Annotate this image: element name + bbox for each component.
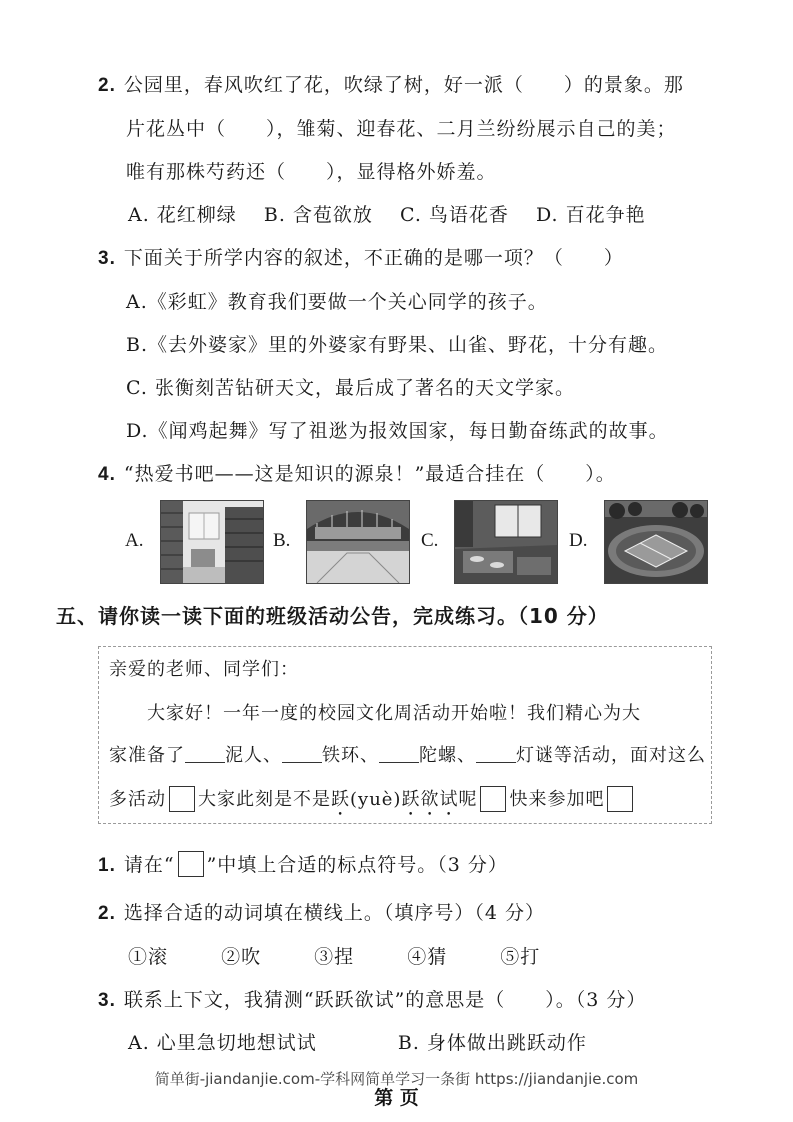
q4-label-c: C. [421,530,439,551]
q4-image-canteen[interactable] [454,500,558,584]
notice-p3-g: 快来参加吧 [509,789,605,810]
notice-p2-d: 陀螺、 [419,745,476,766]
q2-option-c[interactable]: C. 鸟语花香 [399,204,509,226]
s5q1-box-icon [178,851,204,877]
q2-line2: 片花丛中（ ），雏菊、迎春花、二月兰纷纷展示自己的美； [126,118,677,140]
punct-box-2[interactable] [480,786,506,812]
q3-option-c[interactable]: C. 张衡刻苦钻研天文，最后成了著名的天文学家。 [126,377,575,399]
notice-p3-dotted-char: 跃 [331,789,350,810]
q2-line3: 唯有那株芍药还（ ），显得格外娇羞。 [126,161,497,183]
q3-stem [98,243,624,270]
q2-options [128,200,666,227]
punct-box-3[interactable] [607,786,633,812]
q3-option-d[interactable]: D.《闻鸡起舞》写了祖逖为报效国家，每日勤奋练武的故事。 [126,420,669,442]
q2-option-b[interactable]: B. 含苞欲放 [263,204,373,226]
s5q2-option-2[interactable]: ②吹 [221,946,262,968]
s5q2-option-3[interactable]: ③捏 [314,946,355,968]
q4-stem [98,459,616,486]
notice-box [98,646,712,824]
section5-title: 五、请你读一读下面的班级活动公告，完成练习。（10 分） [56,604,609,628]
s5q3-option-b[interactable]: B. 身体做出跳跃动作 [397,1032,587,1054]
q2-option-a[interactable]: A. 花红柳绿 [128,204,237,226]
q4-image-library[interactable] [160,500,264,584]
notice-p2-a: 家准备了 [109,745,185,766]
q4-text: “热爱书吧——这是知识的源泉！”最适合挂在（ ）。 [123,463,616,485]
s5q2-number: 2. [98,903,116,924]
q3-option-b[interactable]: B.《去外婆家》里的外婆家有野果、山雀、野花，十分有趣。 [126,334,669,356]
blank-3[interactable] [379,744,419,763]
s5q3 [98,985,646,1012]
q4-image-playground[interactable] [604,500,708,584]
q3-text: 下面关于所学内容的叙述，不正确的是哪一项？（ ） [123,247,624,269]
notice-p3-dotted-phrase: 跃欲试 [401,789,459,810]
q2-line1 [98,70,684,97]
notice-p2-e: 灯谜等活动，面对这么 [516,745,706,766]
s5q2-option-4[interactable]: ④猜 [407,946,448,968]
notice-greeting: 亲爱的老师、同学们： [109,659,299,680]
s5q2-option-5[interactable]: ⑤打 [500,946,541,968]
notice-p3-a: 多活动 [109,789,166,810]
s5q1 [98,850,508,877]
s5q2 [98,898,545,925]
q2-text-1: 公园里，春风吹红了花，吹绿了树，好一派（ ）的景象。那 [123,74,684,96]
s5q2-option-1[interactable]: ①滚 [128,946,169,968]
s5q3-number: 3. [98,990,116,1011]
notice-p2-b: 泥人、 [225,745,282,766]
notice-paragraph-3 [109,785,636,820]
s5q1-text-b: ”中填上合适的标点符号。（3 分） [206,854,508,876]
punct-box-1[interactable] [169,786,195,812]
s5q3-text: 联系上下文，我猜测“跃跃欲试”的意思是（ ）。（3 分） [123,989,647,1011]
watermark-footer: 简单街-jiandanjie.com-学科网简单学习一条街 https://jiandanjie.com [154,1070,639,1088]
blank-1[interactable] [185,744,225,763]
blank-2[interactable] [282,744,322,763]
q4-label-d: D. [569,530,588,551]
s5q1-number: 1. [98,855,116,876]
q4-label-b: B. [273,530,291,551]
q2-option-d[interactable]: D. 百花争艳 [535,204,646,226]
q3-number: 3. [98,248,116,269]
notice-p2-c: 铁环、 [322,745,379,766]
q4-image-gym[interactable] [306,500,410,584]
s5q3-options [128,1028,607,1055]
q2-number: 2. [98,75,116,96]
q4-label-a: A. [125,530,144,551]
notice-p3-b: 大家此刻是不是 [198,789,331,810]
page-number: 第 页 [374,1087,419,1109]
s5q1-text-a: 请在“ [123,854,175,876]
notice-p3-f: 呢 [458,789,478,810]
notice-paragraph-1: 大家好！一年一度的校园文化周活动开始啦！我们精心为大 [147,703,641,724]
notice-pinyin: (yuè) [350,789,402,810]
q4-number: 4. [98,464,116,485]
s5q2-text: 选择合适的动词填在横线上。（填序号）（4 分） [123,902,545,924]
s5q3-option-a[interactable]: A. 心里急切地想试试 [128,1032,317,1054]
blank-4[interactable] [476,744,516,763]
s5q2-options [128,942,560,969]
notice-paragraph-2 [109,741,706,767]
q4-image-options [125,500,715,584]
q3-option-a[interactable]: A.《彩虹》教育我们要做一个关心同学的孩子。 [126,291,548,313]
